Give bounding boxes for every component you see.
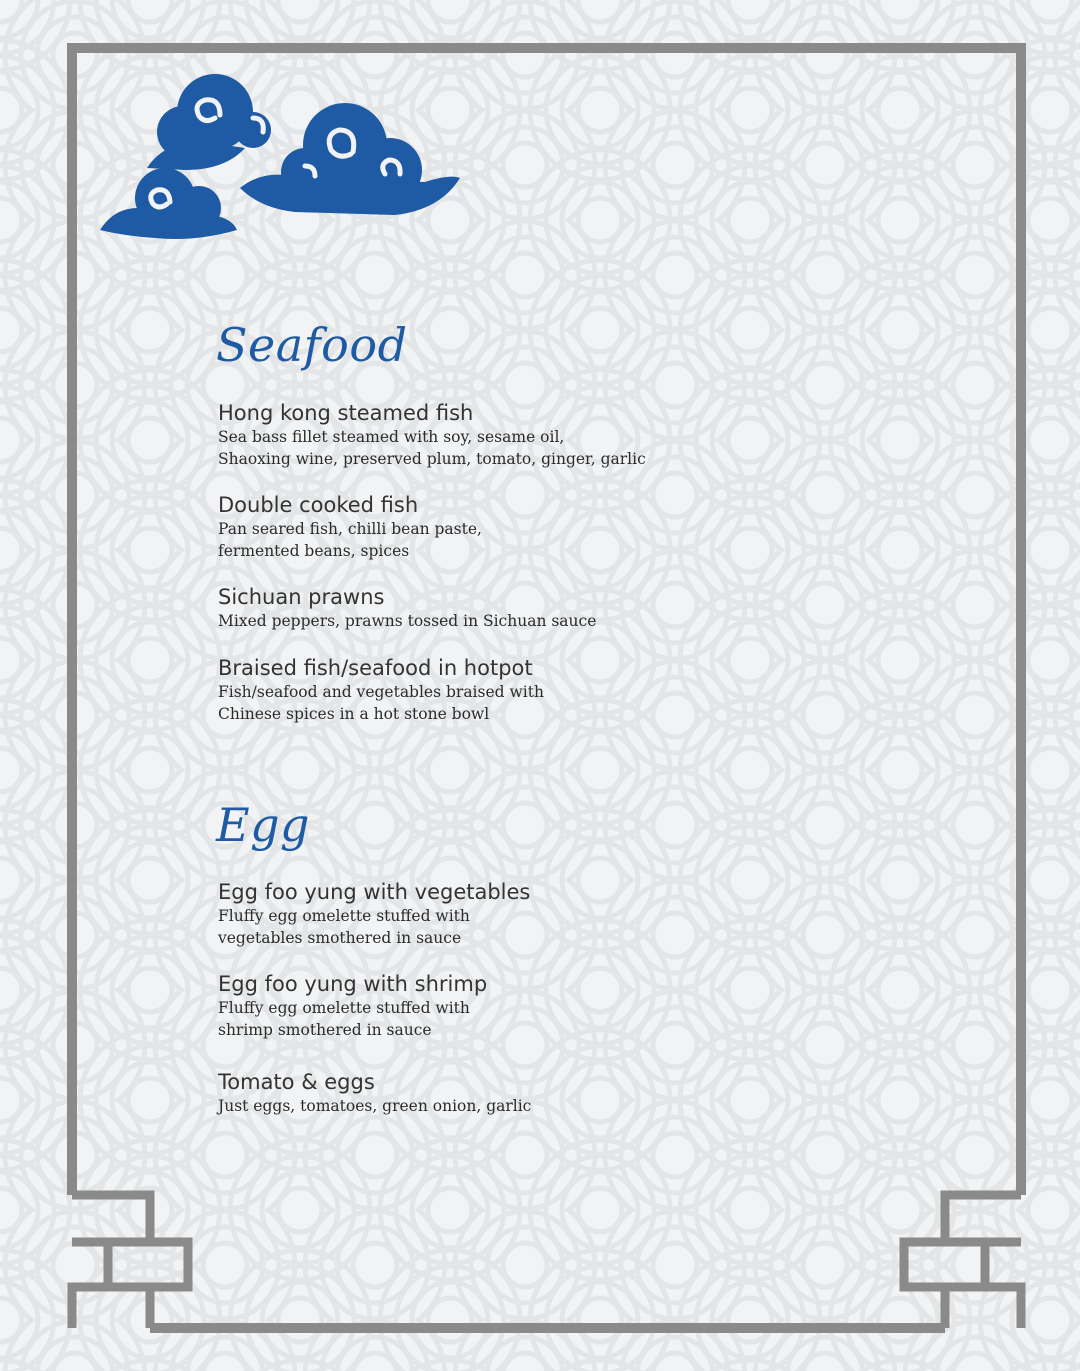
- menu-item: [218, 584, 858, 632]
- menu-item-description: Fluffy egg omelette stuffed with shrimp smothered in sauce: [218, 999, 470, 1039]
- chinese-fret-corner-icon: [72, 1195, 188, 1328]
- chinese-fret-corner-icon: [904, 1195, 1021, 1328]
- menu-item-name: Egg foo yung with vegetables: [218, 880, 531, 904]
- section-title-egg: Egg: [216, 798, 310, 852]
- menu-item-description: Fluffy egg omelette stuffed with vegetables smothered in sauce: [218, 907, 470, 947]
- menu-item-name: Sichuan prawns: [218, 585, 385, 609]
- menu-item: [218, 971, 858, 1041]
- menu-item-name: Braised fish/seafood in hotpot: [218, 656, 533, 680]
- auspicious-clouds-icon: [95, 70, 465, 250]
- menu-item-name: Hong kong steamed fish: [218, 401, 474, 425]
- menu-item: [218, 492, 858, 562]
- menu-item-description: Just eggs, tomatoes, green onion, garlic: [218, 1097, 532, 1115]
- menu-item: [218, 655, 858, 725]
- menu-item-name: Double cooked fish: [218, 493, 419, 517]
- menu-item-name: Tomato & eggs: [218, 1070, 375, 1094]
- menu-item-description: Fish/seafood and vegetables braised with Chinese spices in a hot stone bowl: [218, 683, 544, 723]
- menu-item-description: Sea bass fillet steamed with soy, sesame oil, Shaoxing wine, preserved plum, tomato, ginger, garlic: [218, 428, 646, 468]
- menu-item-description: Pan seared fish, chilli bean paste, fermented beans, spices: [218, 520, 482, 560]
- menu-item: [218, 400, 858, 470]
- menu-item-name: Egg foo yung with shrimp: [218, 972, 488, 996]
- section-title-seafood: Seafood: [216, 318, 408, 372]
- menu-item: [218, 879, 858, 949]
- menu-item-description: Mixed peppers, prawns tossed in Sichuan sauce: [218, 612, 597, 630]
- menu-item: [218, 1069, 858, 1117]
